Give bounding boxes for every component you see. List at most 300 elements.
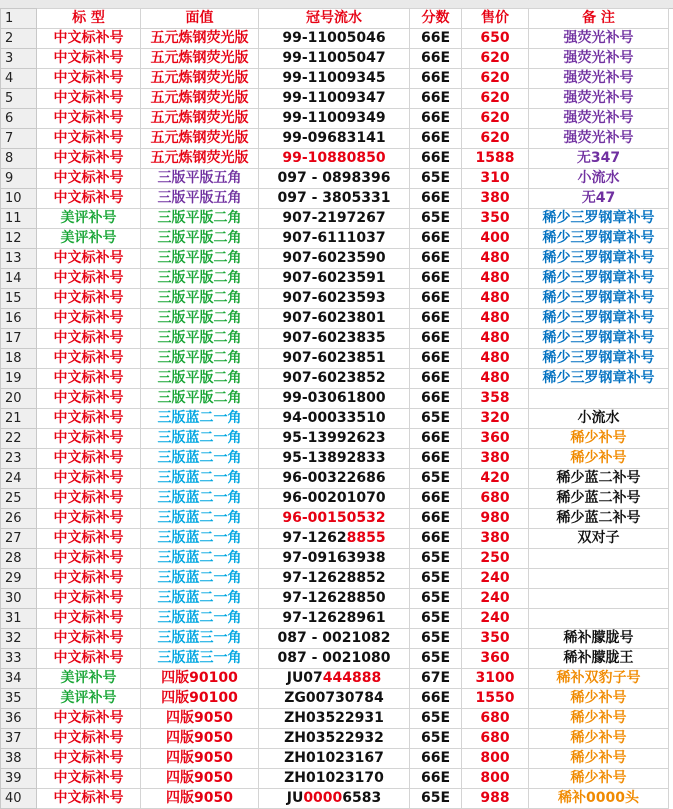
cell-type[interactable]: 中文标补号 — [37, 509, 141, 529]
cell-price[interactable]: 1550 — [462, 689, 529, 709]
table-row — [1, 369, 669, 389]
row-number[interactable]: 23 — [1, 449, 37, 469]
cell-type[interactable]: 中文标补号 — [37, 629, 141, 649]
cell-price[interactable]: 620 — [462, 49, 529, 69]
cell-note[interactable]: 无47 — [529, 189, 669, 209]
cell-grade[interactable]: 67E — [410, 669, 462, 689]
cell-type[interactable]: 中文标补号 — [37, 449, 141, 469]
cell-serial[interactable]: 97-12628852 — [259, 569, 410, 589]
cell-note[interactable]: 稀少蓝二补号 — [529, 489, 669, 509]
cell-type[interactable]: 中文标补号 — [37, 389, 141, 409]
cell-grade[interactable]: 66E — [410, 449, 462, 469]
cell-face-value[interactable]: 五元炼钢荧光版 — [141, 109, 259, 129]
cell-grade[interactable]: 66E — [410, 529, 462, 549]
row-number[interactable]: 13 — [1, 249, 37, 269]
cell-note[interactable]: 稀少蓝二补号 — [529, 469, 669, 489]
cell-price[interactable]: 620 — [462, 109, 529, 129]
cell-grade[interactable]: 66E — [410, 489, 462, 509]
cell-grade[interactable]: 66E — [410, 309, 462, 329]
cell-grade[interactable]: 65E — [410, 729, 462, 749]
serial-highlight: 8855 — [346, 530, 386, 546]
cell-face-value[interactable]: 四版9050 — [141, 789, 259, 809]
cell-face-value[interactable]: 三版平版二角 — [141, 349, 259, 369]
cell-note[interactable]: 无347 — [529, 149, 669, 169]
cell-price[interactable]: 480 — [462, 349, 529, 369]
cell-type[interactable]: 中文标补号 — [37, 769, 141, 789]
cell-price[interactable]: 1588 — [462, 149, 529, 169]
table-row — [1, 109, 669, 129]
cell-grade[interactable]: 65E — [410, 409, 462, 429]
cell-grade[interactable]: 66E — [410, 249, 462, 269]
cell-price[interactable]: 360 — [462, 429, 529, 449]
table-row — [1, 729, 669, 749]
row-number[interactable]: 35 — [1, 689, 37, 709]
cell-face-value[interactable]: 四版9050 — [141, 709, 259, 729]
cell-type[interactable]: 美评补号 — [37, 209, 141, 229]
cell-face-value[interactable]: 五元炼钢荧光版 — [141, 89, 259, 109]
cell-price[interactable]: 680 — [462, 709, 529, 729]
row-number[interactable]: 21 — [1, 409, 37, 429]
cell-price[interactable]: 480 — [462, 369, 529, 389]
cell-note[interactable]: 稀少三罗钢章补号 — [529, 269, 669, 289]
cell-grade[interactable]: 66E — [410, 189, 462, 209]
cell-type[interactable]: 中文标补号 — [37, 549, 141, 569]
cell-serial[interactable]: 907-6023591 — [259, 269, 410, 289]
cell-serial[interactable]: 907-6023851 — [259, 349, 410, 369]
cell-note[interactable]: 强荧光补号 — [529, 89, 669, 109]
cell-grade[interactable]: 65E — [410, 209, 462, 229]
cell-price[interactable]: 480 — [462, 329, 529, 349]
cell-note[interactable]: 稀少蓝二补号 — [529, 509, 669, 529]
row-number[interactable]: 1 — [1, 9, 37, 29]
cell-type[interactable]: 中文标补号 — [37, 489, 141, 509]
cell-type[interactable]: 中文标补号 — [37, 789, 141, 809]
cell-serial[interactable]: 907-6023801 — [259, 309, 410, 329]
row-number[interactable]: 12 — [1, 229, 37, 249]
cell-face-value[interactable]: 四版9050 — [141, 729, 259, 749]
cell-grade[interactable]: 66E — [410, 109, 462, 129]
cell-grade[interactable]: 65E — [410, 709, 462, 729]
cell-price[interactable]: 980 — [462, 509, 529, 529]
cell-serial[interactable]: ZH01023170 — [259, 769, 410, 789]
cell-type[interactable]: 中文标补号 — [37, 649, 141, 669]
cell-grade[interactable]: 65E — [410, 789, 462, 809]
row-number[interactable]: 20 — [1, 389, 37, 409]
cell-price[interactable]: 380 — [462, 189, 529, 209]
cell-note[interactable] — [529, 589, 669, 609]
cell-grade[interactable]: 66E — [410, 429, 462, 449]
sheet-grid — [0, 8, 669, 809]
table-row — [1, 389, 669, 409]
cell-note[interactable]: 稀少补号 — [529, 769, 669, 789]
cell-note[interactable]: 稀少三罗钢章补号 — [529, 369, 669, 389]
cell-serial[interactable]: ZG00730784 — [259, 689, 410, 709]
cell-grade[interactable]: 66E — [410, 749, 462, 769]
cell-serial[interactable]: 97-12628961 — [259, 609, 410, 629]
cell-grade[interactable]: 66E — [410, 89, 462, 109]
row-number[interactable]: 34 — [1, 669, 37, 689]
table-row — [1, 629, 669, 649]
cell-type[interactable]: 中文标补号 — [37, 169, 141, 189]
cell-note[interactable]: 稀少三罗钢章补号 — [529, 309, 669, 329]
row-number[interactable]: 9 — [1, 169, 37, 189]
row-number[interactable]: 10 — [1, 189, 37, 209]
cell-serial[interactable]: 097 - 3805331 — [259, 189, 410, 209]
row-number[interactable]: 25 — [1, 489, 37, 509]
cell-type[interactable]: 中文标补号 — [37, 129, 141, 149]
cell-type[interactable]: 中文标补号 — [37, 749, 141, 769]
cell-grade[interactable]: 65E — [410, 569, 462, 589]
cell-face-value[interactable]: 三版蓝二一角 — [141, 609, 259, 629]
cell-serial[interactable]: 95-13892833 — [259, 449, 410, 469]
cell-price[interactable]: 400 — [462, 229, 529, 249]
cell-note[interactable] — [529, 609, 669, 629]
row-number[interactable]: 28 — [1, 549, 37, 569]
header-row — [1, 9, 669, 29]
cell-face-value[interactable]: 五元炼钢荧光版 — [141, 149, 259, 169]
cell-face-value[interactable]: 三版蓝二一角 — [141, 509, 259, 529]
row-number[interactable]: 33 — [1, 649, 37, 669]
cell-serial[interactable]: 907-6023590 — [259, 249, 410, 269]
cell-price[interactable]: 240 — [462, 589, 529, 609]
cell-type[interactable]: 中文标补号 — [37, 29, 141, 49]
cell-note[interactable]: 稀补0000头 — [529, 789, 669, 809]
cell-type[interactable]: 中文标补号 — [37, 69, 141, 89]
cell-serial[interactable]: 99-11009347 — [259, 89, 410, 109]
cell-price[interactable]: 988 — [462, 789, 529, 809]
serial-part: JU — [286, 790, 304, 806]
cell-face-value[interactable]: 三版平版五角 — [141, 169, 259, 189]
cell-type[interactable]: 中文标补号 — [37, 249, 141, 269]
cell-price[interactable]: 480 — [462, 269, 529, 289]
cell-price[interactable]: 240 — [462, 609, 529, 629]
cell-serial[interactable]: 96-00201070 — [259, 489, 410, 509]
cell-face-value[interactable]: 四版90100 — [141, 689, 259, 709]
row-number[interactable]: 32 — [1, 629, 37, 649]
row-number[interactable]: 14 — [1, 269, 37, 289]
cell-grade[interactable]: 66E — [410, 329, 462, 349]
cell-note[interactable] — [529, 549, 669, 569]
cell-type[interactable]: 中文标补号 — [37, 709, 141, 729]
cell-serial[interactable]: 96-00150532 — [259, 509, 410, 529]
cell-face-value[interactable]: 三版蓝二一角 — [141, 589, 259, 609]
cell-face-value[interactable]: 三版蓝三一角 — [141, 629, 259, 649]
table-row — [1, 69, 669, 89]
cell-face-value[interactable]: 三版蓝二一角 — [141, 569, 259, 589]
cell-grade[interactable]: 65E — [410, 609, 462, 629]
cell-note[interactable]: 稀补朦胧王 — [529, 649, 669, 669]
row-number[interactable]: 40 — [1, 789, 37, 809]
cell-price[interactable]: 420 — [462, 469, 529, 489]
table-row — [1, 209, 669, 229]
cell-note[interactable]: 强荧光补号 — [529, 69, 669, 89]
cell-serial[interactable]: 907-6023593 — [259, 289, 410, 309]
cell-type[interactable]: 美评补号 — [37, 229, 141, 249]
cell-note[interactable]: 稀少补号 — [529, 729, 669, 749]
cell-price[interactable]: 350 — [462, 629, 529, 649]
cell-serial[interactable]: 907-6023835 — [259, 329, 410, 349]
cell-face-value[interactable]: 三版平版二角 — [141, 389, 259, 409]
cell-grade[interactable]: 65E — [410, 589, 462, 609]
cell-note[interactable]: 小流水 — [529, 409, 669, 429]
row-number[interactable]: 36 — [1, 709, 37, 729]
cell-face-value[interactable]: 五元炼钢荧光版 — [141, 49, 259, 69]
cell-note[interactable]: 双对子 — [529, 529, 669, 549]
cell-grade[interactable]: 66E — [410, 389, 462, 409]
cell-serial[interactable] — [259, 669, 410, 689]
cell-type[interactable]: 中文标补号 — [37, 309, 141, 329]
cell-serial[interactable] — [259, 529, 410, 549]
header-cell-face-value[interactable]: 面值 — [141, 9, 259, 29]
cell-type[interactable]: 中文标补号 — [37, 349, 141, 369]
cell-note[interactable]: 稀少三罗钢章补号 — [529, 209, 669, 229]
cell-note[interactable]: 稀少补号 — [529, 749, 669, 769]
cell-type[interactable]: 中文标补号 — [37, 469, 141, 489]
cell-serial[interactable]: 96-00322686 — [259, 469, 410, 489]
cell-type[interactable]: 中文标补号 — [37, 109, 141, 129]
cell-grade[interactable]: 66E — [410, 229, 462, 249]
header-cell-price[interactable]: 售价 — [462, 9, 529, 29]
row-number[interactable]: 2 — [1, 29, 37, 49]
row-number[interactable]: 6 — [1, 109, 37, 129]
cell-price[interactable]: 480 — [462, 309, 529, 329]
header-cell-grade[interactable]: 分数 — [410, 9, 462, 29]
cell-face-value[interactable]: 三版蓝三一角 — [141, 649, 259, 669]
cell-type[interactable]: 中文标补号 — [37, 429, 141, 449]
table-row — [1, 609, 669, 629]
cell-price[interactable]: 250 — [462, 549, 529, 569]
cell-type[interactable]: 中文标补号 — [37, 569, 141, 589]
cell-note[interactable] — [529, 389, 669, 409]
cell-grade[interactable]: 66E — [410, 269, 462, 289]
table-row — [1, 669, 669, 689]
cell-price[interactable]: 650 — [462, 29, 529, 49]
table-row — [1, 549, 669, 569]
table-row — [1, 129, 669, 149]
cell-price[interactable]: 800 — [462, 769, 529, 789]
cell-grade[interactable]: 65E — [410, 169, 462, 189]
cell-grade[interactable]: 65E — [410, 649, 462, 669]
cell-serial[interactable]: 97-12628850 — [259, 589, 410, 609]
cell-price[interactable]: 680 — [462, 729, 529, 749]
cell-price[interactable]: 240 — [462, 569, 529, 589]
cell-serial[interactable]: 99-03061800 — [259, 389, 410, 409]
cell-grade[interactable]: 66E — [410, 509, 462, 529]
row-number[interactable]: 22 — [1, 429, 37, 449]
row-number[interactable]: 18 — [1, 349, 37, 369]
cell-note[interactable]: 稀少三罗钢章补号 — [529, 229, 669, 249]
cell-face-value[interactable]: 三版平版二角 — [141, 309, 259, 329]
cell-grade[interactable]: 66E — [410, 29, 462, 49]
cell-serial[interactable]: 907-6111037 — [259, 229, 410, 249]
cell-face-value[interactable]: 三版平版二角 — [141, 329, 259, 349]
cell-grade[interactable]: 65E — [410, 549, 462, 569]
table-row — [1, 229, 669, 249]
cell-grade[interactable]: 66E — [410, 49, 462, 69]
cell-price[interactable]: 358 — [462, 389, 529, 409]
cell-price[interactable]: 480 — [462, 289, 529, 309]
cell-price[interactable]: 480 — [462, 249, 529, 269]
cell-face-value[interactable]: 三版蓝二一角 — [141, 449, 259, 469]
row-number[interactable]: 4 — [1, 69, 37, 89]
row-number[interactable]: 15 — [1, 289, 37, 309]
cell-price[interactable]: 620 — [462, 69, 529, 89]
table-row — [1, 89, 669, 109]
cell-serial[interactable]: 097 - 0898396 — [259, 169, 410, 189]
cell-price[interactable]: 800 — [462, 749, 529, 769]
row-number[interactable]: 5 — [1, 89, 37, 109]
cell-face-value[interactable]: 四版90100 — [141, 669, 259, 689]
cell-price[interactable]: 310 — [462, 169, 529, 189]
table-row — [1, 249, 669, 269]
cell-type[interactable]: 中文标补号 — [37, 149, 141, 169]
cell-grade[interactable]: 66E — [410, 289, 462, 309]
cell-face-value[interactable]: 五元炼钢荧光版 — [141, 29, 259, 49]
cell-type[interactable]: 中文标补号 — [37, 329, 141, 349]
cell-note[interactable]: 稀少三罗钢章补号 — [529, 249, 669, 269]
cell-serial[interactable]: 99-10880850 — [259, 149, 410, 169]
cell-type[interactable]: 美评补号 — [37, 689, 141, 709]
cell-serial[interactable]: 907-6023852 — [259, 369, 410, 389]
cell-price[interactable]: 380 — [462, 529, 529, 549]
cell-note[interactable]: 强荧光补号 — [529, 129, 669, 149]
cell-note[interactable]: 强荧光补号 — [529, 49, 669, 69]
cell-price[interactable]: 360 — [462, 649, 529, 669]
cell-price[interactable]: 680 — [462, 489, 529, 509]
cell-price[interactable]: 620 — [462, 89, 529, 109]
cell-face-value[interactable]: 三版平版二角 — [141, 289, 259, 309]
row-number[interactable]: 30 — [1, 589, 37, 609]
row-number[interactable]: 7 — [1, 129, 37, 149]
cell-price[interactable]: 620 — [462, 129, 529, 149]
cell-face-value[interactable]: 三版蓝二一角 — [141, 429, 259, 449]
cell-face-value[interactable]: 五元炼钢荧光版 — [141, 69, 259, 89]
row-number[interactable]: 37 — [1, 729, 37, 749]
row-number[interactable]: 27 — [1, 529, 37, 549]
cell-serial[interactable]: 087 - 0021080 — [259, 649, 410, 669]
cell-serial[interactable]: 99-11005046 — [259, 29, 410, 49]
cell-price[interactable]: 320 — [462, 409, 529, 429]
cell-serial[interactable]: 087 - 0021082 — [259, 629, 410, 649]
cell-price[interactable]: 3100 — [462, 669, 529, 689]
cell-serial[interactable]: ZH03522932 — [259, 729, 410, 749]
row-number[interactable]: 29 — [1, 569, 37, 589]
header-cell-note[interactable]: 备 注 — [529, 9, 669, 29]
row-number[interactable]: 24 — [1, 469, 37, 489]
header-cell-type[interactable]: 标 型 — [37, 9, 141, 29]
cell-note[interactable]: 强荧光补号 — [529, 29, 669, 49]
cell-type[interactable]: 中文标补号 — [37, 529, 141, 549]
cell-face-value[interactable]: 四版9050 — [141, 749, 259, 769]
cell-grade[interactable]: 66E — [410, 349, 462, 369]
cell-face-value[interactable]: 三版蓝二一角 — [141, 549, 259, 569]
cell-face-value[interactable]: 五元炼钢荧光版 — [141, 129, 259, 149]
cell-face-value[interactable]: 三版蓝二一角 — [141, 409, 259, 429]
cell-note[interactable]: 稀少三罗钢章补号 — [529, 349, 669, 369]
cell-grade[interactable]: 66E — [410, 149, 462, 169]
cell-serial[interactable]: 99-11009349 — [259, 109, 410, 129]
cell-note[interactable] — [529, 569, 669, 589]
cell-face-value[interactable]: 三版平版二角 — [141, 269, 259, 289]
cell-serial[interactable]: 94-00033510 — [259, 409, 410, 429]
cell-grade[interactable]: 66E — [410, 369, 462, 389]
row-number[interactable]: 38 — [1, 749, 37, 769]
cell-grade[interactable]: 65E — [410, 469, 462, 489]
cell-note[interactable]: 稀少补号 — [529, 429, 669, 449]
cell-type[interactable]: 中文标补号 — [37, 89, 141, 109]
cell-price[interactable]: 380 — [462, 449, 529, 469]
table-row — [1, 349, 669, 369]
cell-price[interactable]: 350 — [462, 209, 529, 229]
cell-grade[interactable]: 66E — [410, 129, 462, 149]
cell-face-value[interactable]: 三版蓝二一角 — [141, 529, 259, 549]
row-number[interactable]: 26 — [1, 509, 37, 529]
cell-note[interactable]: 稀少补号 — [529, 689, 669, 709]
cell-face-value[interactable]: 四版9050 — [141, 769, 259, 789]
row-number[interactable]: 39 — [1, 769, 37, 789]
cell-note[interactable]: 稀少补号 — [529, 709, 669, 729]
row-number[interactable]: 16 — [1, 309, 37, 329]
cell-face-value[interactable]: 三版平版二角 — [141, 369, 259, 389]
cell-type[interactable]: 中文标补号 — [37, 369, 141, 389]
cell-type[interactable]: 美评补号 — [37, 669, 141, 689]
cell-face-value[interactable]: 三版蓝二一角 — [141, 469, 259, 489]
cell-note[interactable]: 稀少三罗钢章补号 — [529, 289, 669, 309]
cell-type[interactable]: 中文标补号 — [37, 609, 141, 629]
cell-serial[interactable]: 95-13992623 — [259, 429, 410, 449]
cell-grade[interactable]: 66E — [410, 69, 462, 89]
header-cell-serial[interactable]: 冠号流水 — [259, 9, 410, 29]
cell-serial[interactable] — [259, 789, 410, 809]
cell-face-value[interactable]: 三版平版二角 — [141, 209, 259, 229]
row-number[interactable]: 11 — [1, 209, 37, 229]
row-number[interactable]: 19 — [1, 369, 37, 389]
cell-grade[interactable]: 66E — [410, 689, 462, 709]
cell-face-value[interactable]: 三版平版二角 — [141, 249, 259, 269]
cell-type[interactable]: 中文标补号 — [37, 729, 141, 749]
cell-type[interactable]: 中文标补号 — [37, 269, 141, 289]
cell-type[interactable]: 中文标补号 — [37, 409, 141, 429]
cell-note[interactable]: 稀少三罗钢章补号 — [529, 329, 669, 349]
cell-note[interactable]: 强荧光补号 — [529, 109, 669, 129]
cell-serial[interactable]: ZH03522931 — [259, 709, 410, 729]
cell-face-value[interactable]: 三版平版二角 — [141, 229, 259, 249]
row-number[interactable]: 31 — [1, 609, 37, 629]
cell-type[interactable]: 中文标补号 — [37, 289, 141, 309]
cell-grade[interactable]: 65E — [410, 629, 462, 649]
cell-type[interactable]: 中文标补号 — [37, 189, 141, 209]
cell-grade[interactable]: 66E — [410, 769, 462, 789]
cell-serial[interactable]: 907-2197267 — [259, 209, 410, 229]
cell-serial[interactable]: 99-11009345 — [259, 69, 410, 89]
cell-note[interactable]: 小流水 — [529, 169, 669, 189]
cell-type[interactable]: 中文标补号 — [37, 589, 141, 609]
cell-note[interactable]: 稀补双豹子号 — [529, 669, 669, 689]
row-number[interactable]: 3 — [1, 49, 37, 69]
cell-note[interactable]: 稀补朦胧号 — [529, 629, 669, 649]
cell-type[interactable]: 中文标补号 — [37, 49, 141, 69]
cell-serial[interactable]: ZH01023167 — [259, 749, 410, 769]
cell-serial[interactable]: 99-09683141 — [259, 129, 410, 149]
cell-face-value[interactable]: 三版蓝二一角 — [141, 489, 259, 509]
row-number[interactable]: 8 — [1, 149, 37, 169]
cell-face-value[interactable]: 三版平版五角 — [141, 189, 259, 209]
cell-serial[interactable]: 97-09163938 — [259, 549, 410, 569]
serial-highlight: 0000 — [303, 790, 343, 806]
cell-serial[interactable]: 99-11005047 — [259, 49, 410, 69]
cell-note[interactable]: 稀少补号 — [529, 449, 669, 469]
row-number[interactable]: 17 — [1, 329, 37, 349]
